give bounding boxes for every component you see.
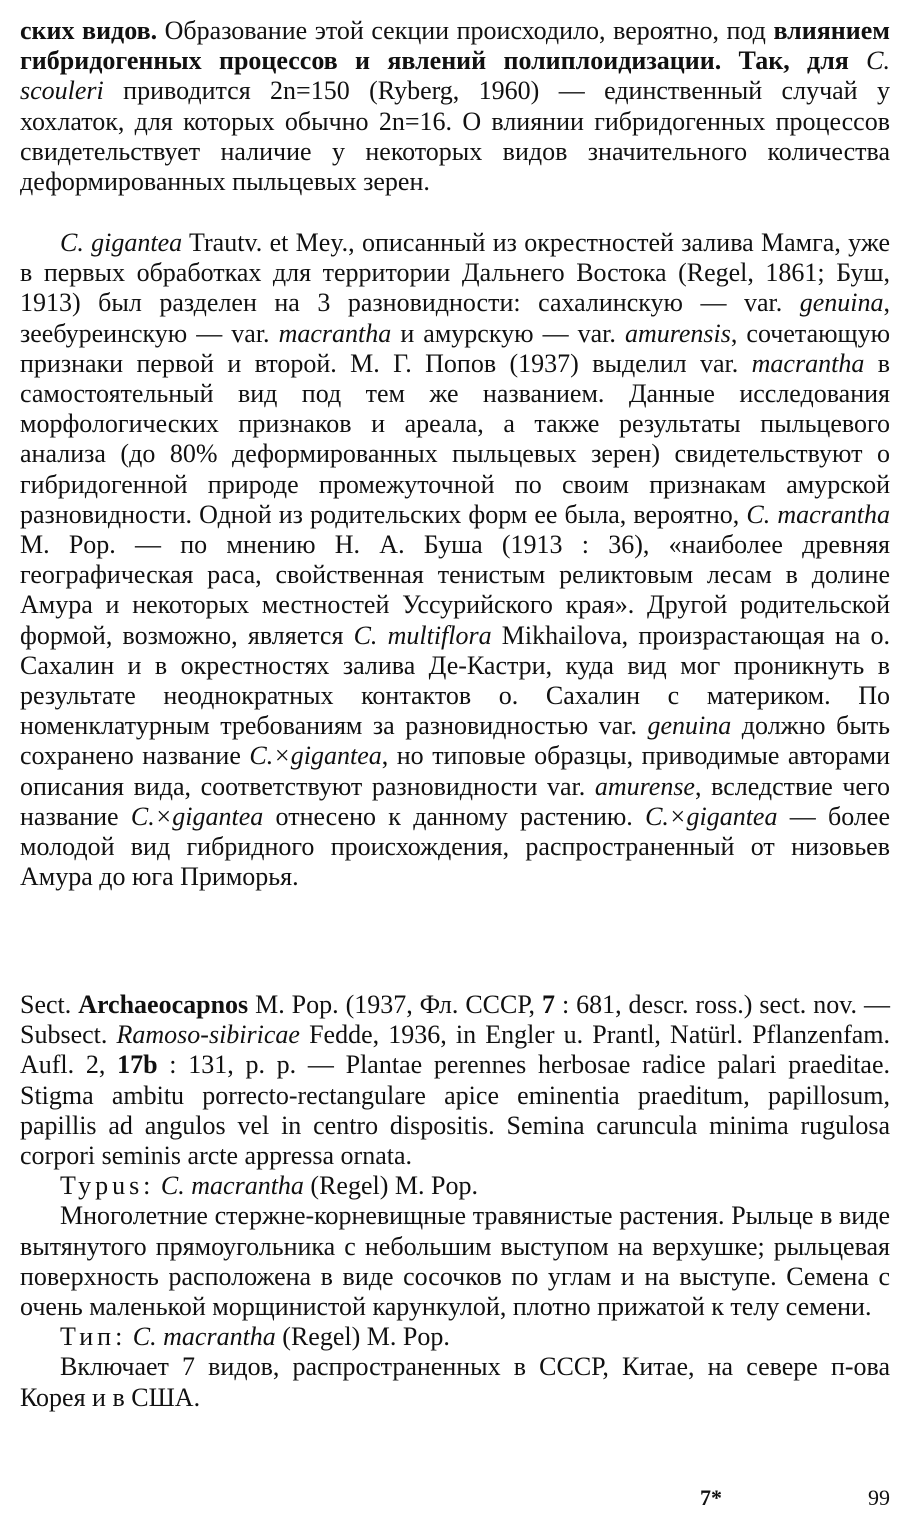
- variety-name: macrantha: [278, 318, 392, 348]
- volume-number: 7: [542, 990, 555, 1019]
- type-label: Тип:: [60, 1322, 127, 1352]
- text-span: Sect.: [20, 990, 79, 1019]
- text-span: ских видов.: [20, 16, 158, 45]
- text-span: M. Pop. — по мнению Н. А. Буша (1913 : 36), «наиболее древняя географическая раса, свойственная тенистым реликтовым лесам в долине Амура и некоторых местностей Уссурийского края». Другой родительской формой, возможно, является: [20, 530, 890, 650]
- species-name: C.×gigantea: [130, 801, 264, 831]
- variety-name: macrantha: [751, 348, 865, 378]
- species-name: C. multiflora: [353, 620, 492, 650]
- text-span: в самостоятельный вид под тем же названием. Данные исследования морфологических признаков и ареала, а также результаты пыльцевого анализа (до 80% деформированных пыльцевых зерен) свидетельствуют о гибридогенной природе промежуточной по своим признакам амурской разновидности. Одной из родительских форм ее была, вероятно,: [20, 348, 891, 529]
- text-span: Образование этой секции происходило, вероятно, под: [157, 16, 774, 45]
- paragraph-2: [20, 228, 890, 892]
- text-span: (Regel) M. Pop.: [275, 1322, 450, 1352]
- text-span: M. Pop. (1937, Фл. СССР,: [248, 990, 542, 1019]
- text-span: Mikhailova, произрастающая на о. Сахалин и в окрестностях залива Де-Кастри, куда вид мог проникнуть в результате неоднократных контактов о. Сахалин с материком. По номенклатурным требованиям за разновидностью var.: [20, 620, 890, 741]
- variety-name: genuina: [647, 711, 732, 741]
- variety-name: genuina: [799, 288, 884, 318]
- typus-label: Typus:: [60, 1171, 155, 1201]
- species-name: C. macrantha: [126, 1322, 276, 1352]
- species-name: C. macrantha: [154, 1171, 304, 1201]
- species-name: C. scouleri: [20, 46, 890, 106]
- text-span: приводится 2n=150 (Ryberg, 1960) — единственный случай у хохлаток, для которых обычно 2n=16. О влиянии гибридогенных процессов свидетельствует наличие у некоторых видов значительного количества деформированных пыльцевых зерен.: [20, 76, 890, 197]
- text-span: , сочетающую признаки первой и второй. М. Г. Попов (1937) выделил var.: [20, 318, 890, 378]
- typus-line: [20, 1171, 890, 1201]
- paragraph-2-text: [20, 228, 890, 892]
- subsection-name: Ramoso-sibiricae: [116, 1020, 300, 1050]
- variety-name: amurense: [594, 771, 695, 801]
- volume-number: 17b: [117, 1050, 158, 1080]
- species-name: C.×gigantea: [645, 801, 778, 831]
- text-span: отнесено к данному растению.: [263, 801, 646, 831]
- paragraph-3-text: [20, 990, 890, 1171]
- text-span: (Regel) M. Pop.: [303, 1171, 478, 1201]
- text-span: , но типовые образцы, приводимые авторами описания вида, соответствуют разновидности var.: [20, 741, 890, 801]
- russian-description: Многолетние стержне-корневищные травянистые растения. Рыльце в виде вытянутого прямоугольника с небольшим выступом на верхушке; рыльцевая поверхность расположена в виде сосочков по углам и на выступе. Семена с очень маленькой морщинистой карункулой, плотно прижатой к телу семени.: [20, 1201, 890, 1322]
- text-span: и амурскую — var.: [391, 318, 625, 348]
- text-span: — более молодой вид гибридного происхождения, распространенный от низовьев Амура до юга Приморья.: [20, 801, 890, 892]
- variety-name: amurensis: [624, 318, 731, 348]
- section-description: [20, 990, 890, 1413]
- text-span: : 681, descr. ross.) sect. nov. — Subsect.: [20, 990, 890, 1050]
- species-count-text: Включает 7 видов, распространенных в СССР, Китае, на севере п-ова Корея и в США.: [20, 1352, 890, 1412]
- text-span: должно быть сохранено название: [20, 711, 891, 771]
- species-name: C.×gigantea: [249, 741, 382, 771]
- signature-mark: 7*: [700, 1485, 722, 1510]
- paragraph-1: [20, 16, 890, 197]
- text-span: , вследствие чего название: [20, 771, 890, 831]
- section-name: Archaeocapnos: [78, 990, 249, 1019]
- text-span: Fedde, 1936, in Engler u. Prantl, Natürl. Pflanzenfam. Aufl. 2,: [20, 1020, 890, 1080]
- species-name: C. gigantea: [60, 228, 183, 257]
- paragraph-1-text: [20, 16, 890, 197]
- page-number: 99: [868, 1485, 890, 1510]
- type-line: [20, 1322, 890, 1352]
- text-span: влиянием гибридогенных процессов и явлений полиплоидизации. Так, для: [20, 16, 890, 76]
- text-span: , зеебуреинскую — var.: [20, 288, 890, 348]
- species-name: C. macrantha: [746, 499, 890, 529]
- text-span: : 131, p. p. — Plantae perennes herbosae radice palari praeditae. Stigma ambitu porrecto-rectangulare apice eminentia praeditum, papillosum, papillis ad angulos vel in centro dispositis. Semina caruncula minima rugulosa corpori seminis arcte appressa ornata.: [20, 1050, 890, 1171]
- text-span: Trautv. et Mey., описанный из окрестностей залива Мамга, уже в первых обработках для территории Дальнего Востока (Regel, 1861; Буш, 1913) был разделен на 3 разновидности: сахалинскую — var.: [20, 228, 890, 318]
